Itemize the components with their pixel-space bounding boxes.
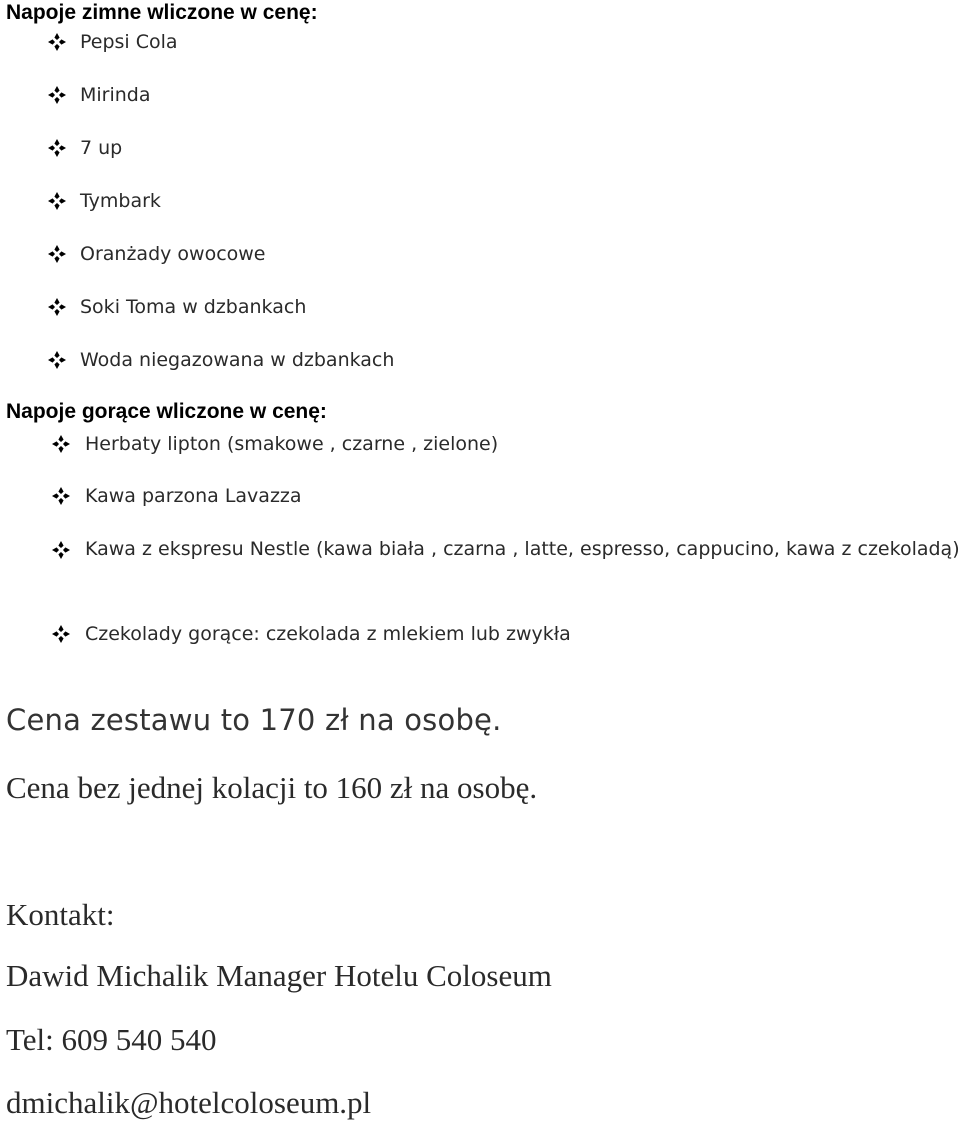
diamond-bullet-icon — [46, 84, 68, 106]
list-item-text: Kawa z ekspresu Nestle (kawa biała , czarna , latte, espresso, cappucino, kawa z czekoladą) — [85, 538, 960, 560]
diamond-bullet-icon — [46, 296, 68, 318]
contact-label: Kontakt: — [6, 897, 115, 932]
full-price-text: Cena zestawu to 170 zł na osobę. — [6, 703, 502, 737]
contact-phone: Tel: 609 540 540 — [6, 1022, 217, 1057]
diamond-bullet-icon — [50, 433, 72, 455]
list-item-text: Woda niegazowana w dzbankach — [80, 349, 395, 371]
list-item-text: 7 up — [80, 137, 123, 159]
diamond-bullet-icon — [46, 31, 68, 53]
contact-email: dmichalik@hotelcoloseum.pl — [6, 1085, 372, 1120]
list-item-text: Oranżady owocowe — [80, 243, 266, 265]
reduced-price-text: Cena bez jednej kolacji to 160 zł na osobę. — [6, 770, 538, 805]
diamond-bullet-icon — [50, 539, 72, 561]
list-item-text: Tymbark — [80, 190, 161, 212]
cold-drinks-heading: Napoje zimne wliczone w cenę: — [6, 1, 318, 24]
list-item-text: Kawa parzona Lavazza — [85, 485, 302, 507]
list-item-text: Mirinda — [80, 84, 151, 106]
list-item-text: Herbaty lipton (smakowe , czarne , zielone) — [85, 433, 499, 455]
contact-person: Dawid Michalik Manager Hotelu Coloseum — [6, 958, 552, 993]
list-item-text: Pepsi Cola — [80, 31, 178, 53]
diamond-bullet-icon — [46, 137, 68, 159]
hot-drinks-heading: Napoje gorące wliczone w cenę: — [6, 400, 327, 423]
list-item-text: Soki Toma w dzbankach — [80, 296, 307, 318]
diamond-bullet-icon — [46, 349, 68, 371]
list-item-text: Czekolady gorące: czekolada z mlekiem lub zwykła — [85, 623, 571, 645]
diamond-bullet-icon — [50, 485, 72, 507]
diamond-bullet-icon — [50, 623, 72, 645]
diamond-bullet-icon — [46, 190, 68, 212]
diamond-bullet-icon — [46, 243, 68, 265]
